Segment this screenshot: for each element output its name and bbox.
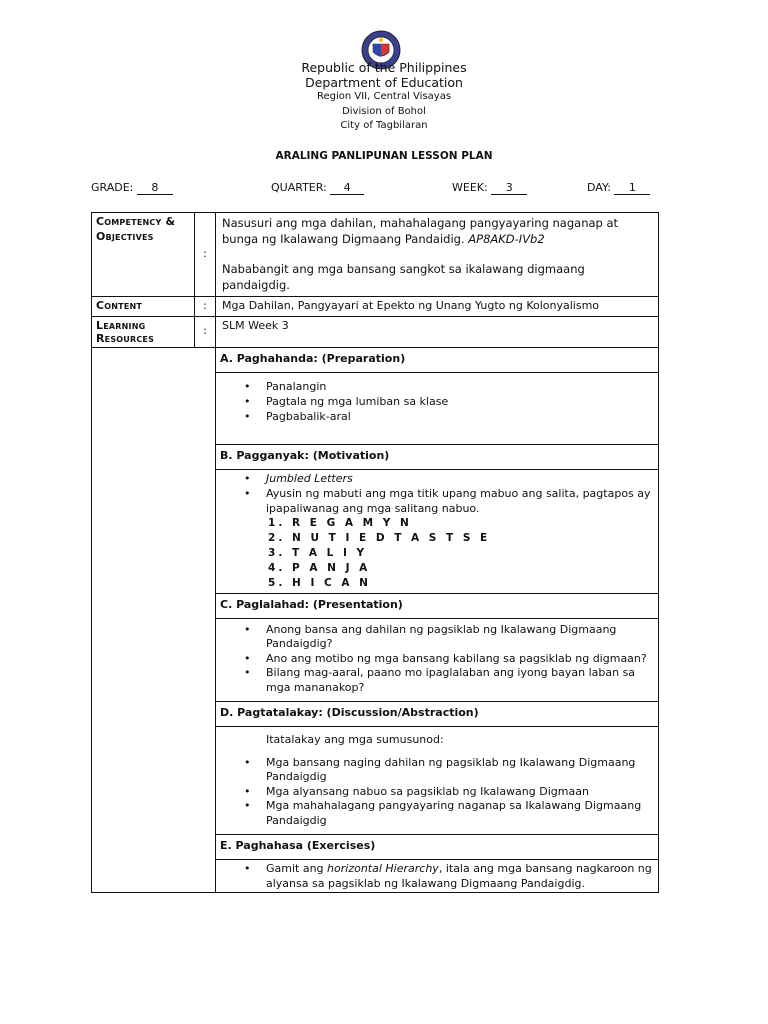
competency-code: AP8AKD-IVb2 [468,232,545,246]
jumbled-word: 1. R E G A M Y N [292,516,658,531]
page-title: ARALING PANLIPUNAN LESSON PLAN [275,150,493,162]
section-b-title: B. Pagganyak: (Motivation) [216,444,659,469]
list-item: • Ayusin ng mabuti ang mga titik upang mabuo ang salita, pagtapos ay ipapaliwanag ang mga salitang nabuo. [266,486,658,516]
list-item: • Mga alyansang nabuo sa pagsiklab ng Ikalawang Digmaan [266,785,652,800]
jumbled-words-list [216,516,658,591]
day-value: 1 [614,182,650,195]
exercise-text-post: , itala ang mga bansang nagkaroon ng alyansa sa pagsiklab ng Ikalawang Digmaang Pandaigdig. [266,862,652,890]
quarter-label: QUARTER: [271,181,327,194]
grade-value: 8 [137,182,173,195]
competency-row [92,213,659,297]
discussion-intro: Itatalakay ang mga sumusunod: [266,733,444,746]
competency-colon: : [195,213,216,297]
week-value: 3 [491,182,527,195]
section-a-title-row [92,347,659,372]
content-row [92,297,659,317]
list-item: • Anong bansa ang dahilan ng pagsiklab ng Ikalawang Digmaang Pandaigdig? [266,623,652,652]
list-item: • Mga bansang naging dahilan ng pagsiklab ng Ikalawang Digmaang Pandaigdig [266,756,652,785]
competency-text-1: Nasusuri ang mga dahilan, mahahalagang pangyayaring naganap at bunga ng Ikalawang Digmaang Pandaidig. [222,216,619,246]
week-label: WEEK: [452,181,488,194]
jumbled-word: 2. N U T I E D T A S T S E [292,531,658,546]
list-item: • Bilang mag-aaral, paano mo ipaglalaban ang iyong bayan laban sa mga mananakop? [266,666,652,695]
exercise-text-em: horizontal Hierarchy [327,862,439,875]
week-field [452,181,527,195]
preparation-list [216,379,658,424]
day-label: DAY: [587,181,611,194]
jumbled-word: 5. H I C A N [292,576,658,591]
section-c-title: C. Paglalahad: (Presentation) [216,593,659,618]
section-c-body [216,618,659,702]
content-text: Mga Dahilan, Pangyayari at Epekto ng Unang Yugto ng Kolonyalismo [216,297,659,317]
header-department: Department of Education [305,75,463,90]
grade-label: GRADE: [91,181,134,194]
competency-objective-2: Nababangit ang mga bansang sangkot sa ikalawang digmaang pandaigdig. [222,262,585,292]
header-republic: Republic of the Philippines [301,60,467,75]
list-item: • Pagbabalik-aral [266,409,658,424]
quarter-value: 4 [330,182,364,195]
resources-row [92,316,659,347]
grade-field [91,181,173,195]
day-field [587,181,650,195]
content-label: Content [92,297,195,317]
exercise-text-pre: Gamit ang [266,862,324,875]
section-a-title: A. Paghahanda: (Preparation) [216,347,659,372]
jumbled-word: 3. T A L I Y [292,546,658,561]
list-item: • Ano ang motibo ng mga bansang kabilang sa pagsiklab ng digmaan? [266,652,652,667]
jumbled-word: 4. P A N J A [292,561,658,576]
left-blank-cell [92,347,216,893]
section-e-body [216,860,659,893]
lesson-plan-table [91,212,659,893]
list-item: • Jumbled Letters [266,471,658,486]
section-e-title: E. Paghahasa (Exercises) [216,835,659,860]
competency-objective-1 [222,215,652,247]
section-a-body [216,372,659,444]
competency-cell [216,213,659,297]
motivation-list [216,471,658,516]
header-division: Division of Bohol [342,106,426,117]
header-city: City of Tagbilaran [340,120,428,131]
list-item [266,862,652,891]
presentation-list [216,623,652,696]
resources-label: Learning Resources [92,316,195,347]
section-b-body [216,469,659,593]
list-item: • Pagtala ng mga lumiban sa klase [266,394,658,409]
competency-label: Competency & Objectives [92,213,195,297]
exercises-list [216,862,652,891]
list-item: • Mga mahahalagang pangyayaring naganap sa Ikalawang Digmaang Pandaigdig [266,799,652,828]
section-d-body [216,727,659,835]
resources-colon: : [195,316,216,347]
section-d-title: D. Pagtatalakay: (Discussion/Abstraction) [216,702,659,727]
quarter-field [271,181,364,195]
header-region: Region VII, Central Visayas [316,91,452,102]
discussion-list [216,756,652,829]
list-item: • Panalangin [266,379,658,394]
resources-text: SLM Week 3 [216,316,659,347]
content-colon: : [195,297,216,317]
